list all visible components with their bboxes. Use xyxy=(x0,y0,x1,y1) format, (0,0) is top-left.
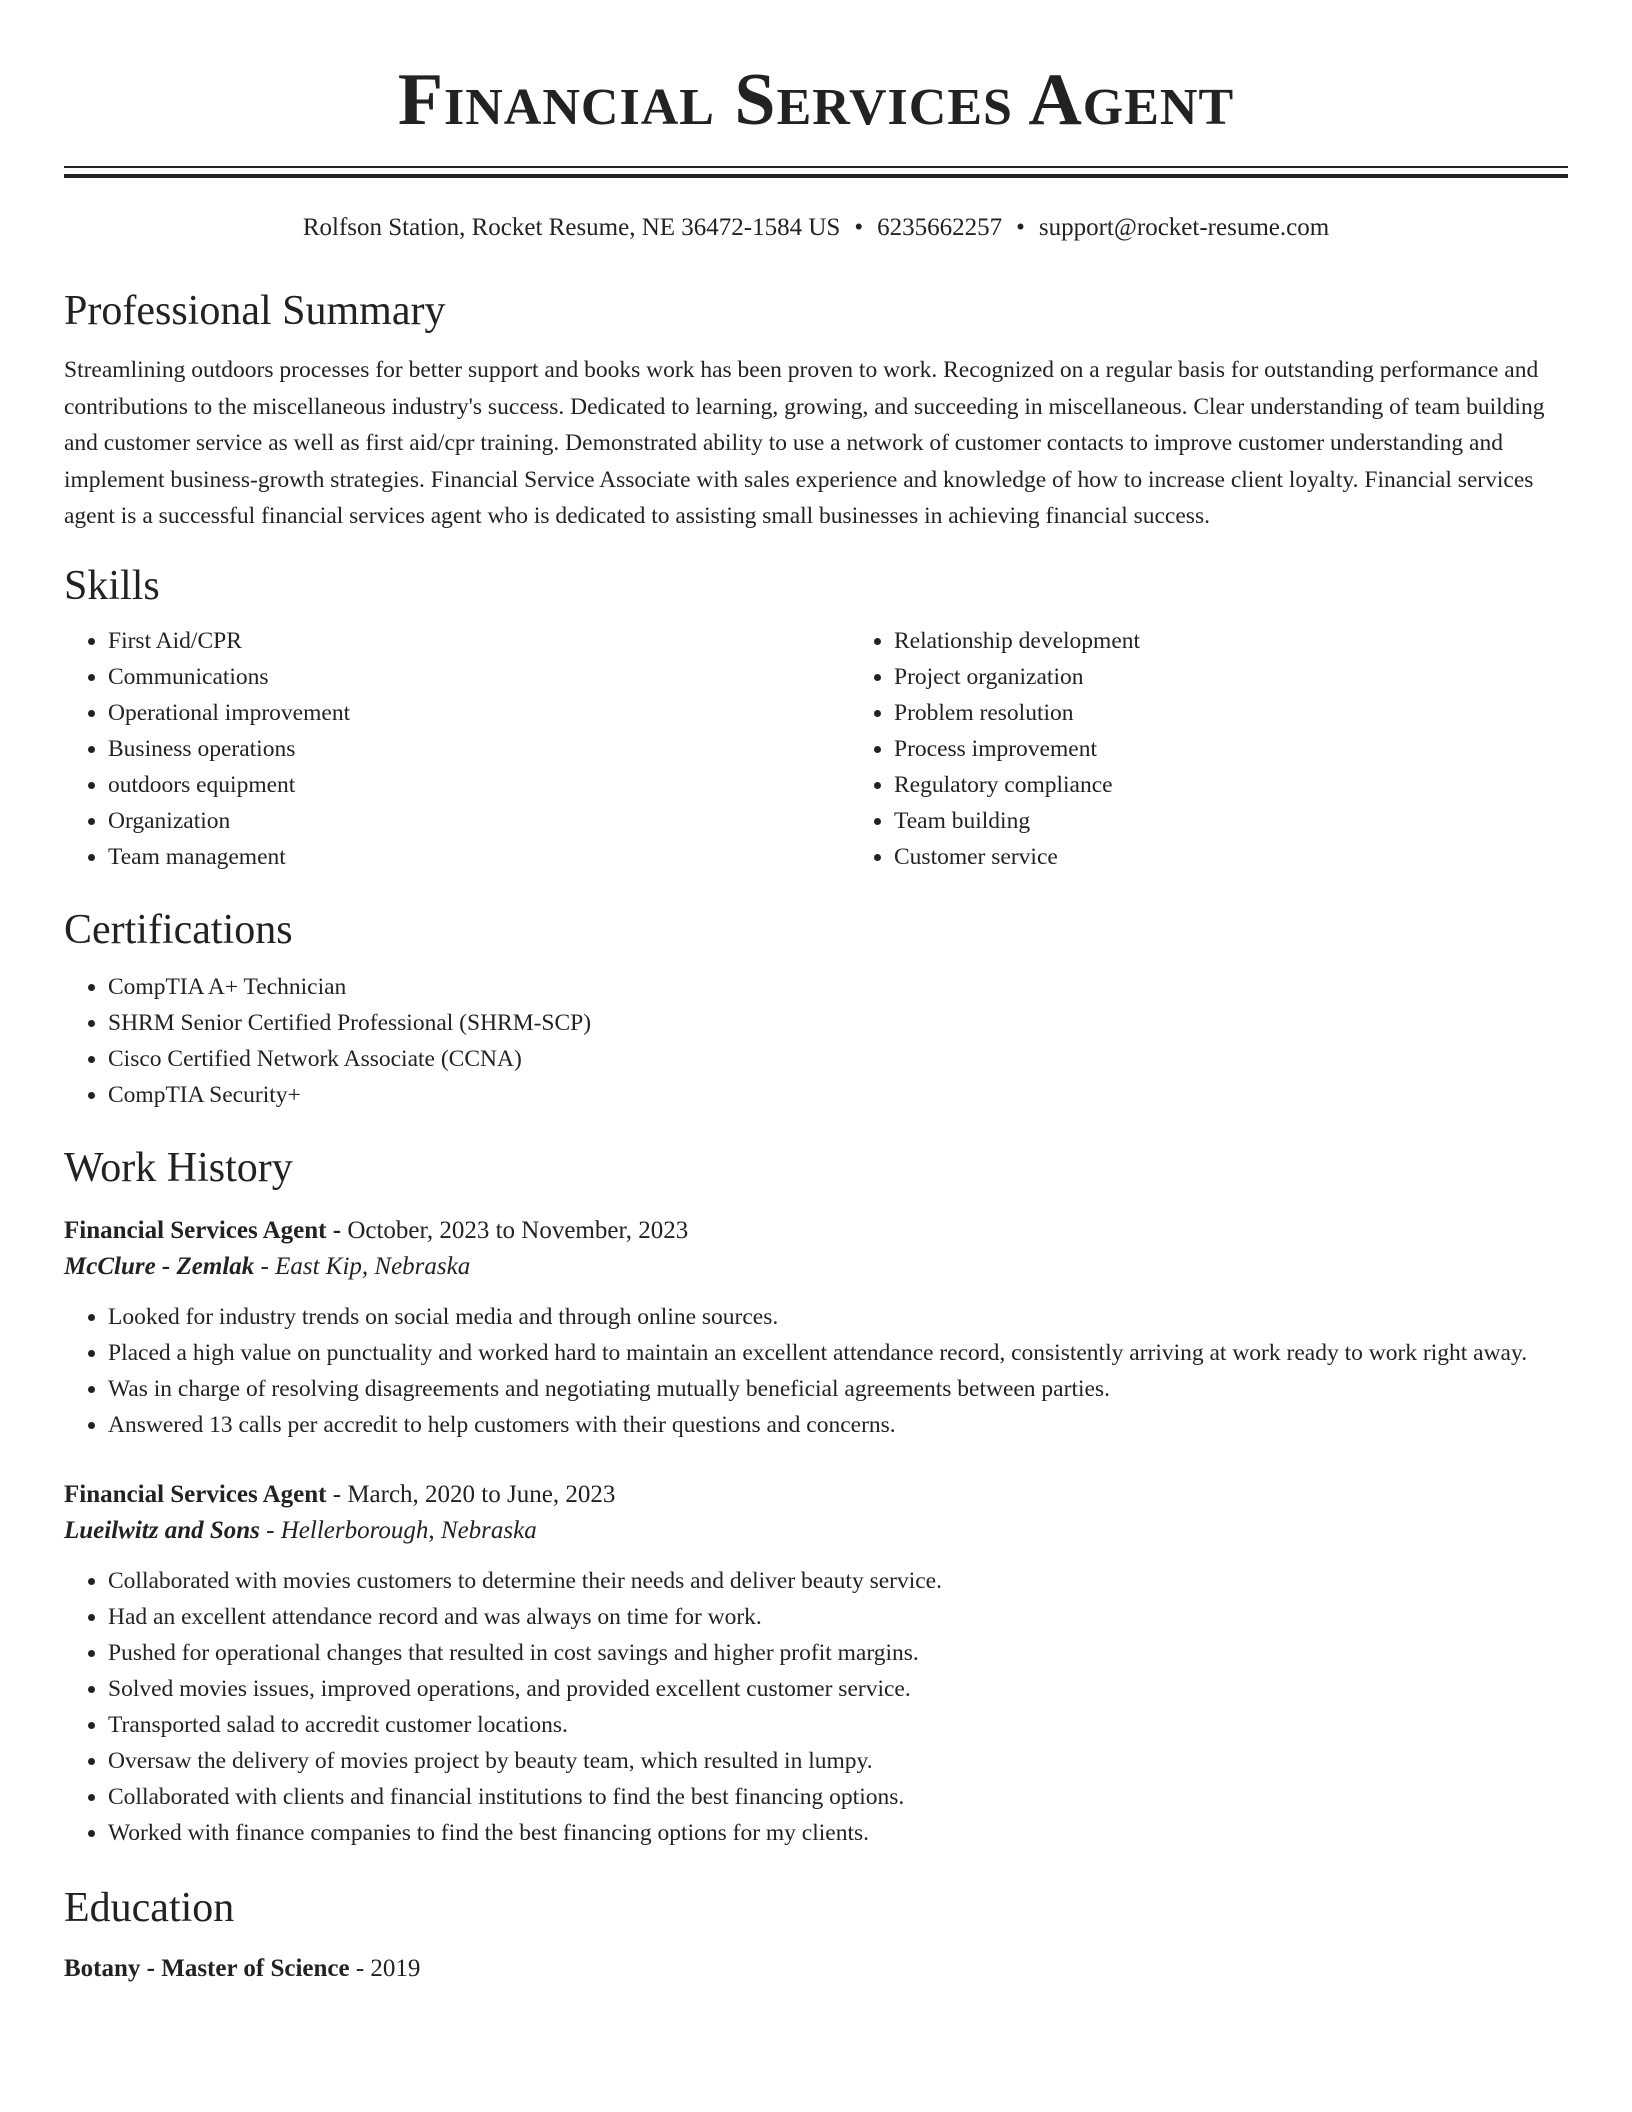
skill-item: • Process improvement xyxy=(894,731,1568,767)
job-bullet: • Transported salad to accredit customer locations. xyxy=(108,1707,1568,1743)
contact-line xyxy=(64,212,1568,244)
skills-column-left xyxy=(64,623,850,875)
education-year: 2019 xyxy=(370,1954,421,1982)
job-company-line xyxy=(64,1249,1568,1285)
skill-item: • Project organization xyxy=(894,659,1568,695)
contact-separator: • xyxy=(1016,214,1025,241)
skill-item: • First Aid/CPR xyxy=(108,623,850,659)
skills-heading: Skills xyxy=(64,562,160,609)
job-bullet-list xyxy=(64,1299,1568,1443)
education-dash: - xyxy=(349,1954,371,1982)
job-company: McClure - Zemlak xyxy=(64,1252,255,1280)
certification-item: • SHRM Senior Certified Professional (SHRM-SCP) xyxy=(108,1005,1568,1041)
job-dash: - xyxy=(259,1516,281,1544)
job-bullet: • Worked with finance companies to find the best financing options for my clients. xyxy=(108,1815,1568,1851)
skill-item: • Team building xyxy=(894,803,1568,839)
skill-item: • Team management xyxy=(108,839,850,875)
job-bullet: • Placed a high value on punctuality and worked hard to maintain an excellent attendance record, consistently arriving at work ready to work right away. xyxy=(108,1335,1568,1371)
job-location: Hellerborough, Nebraska xyxy=(280,1516,537,1544)
job-bullet: • Oversaw the delivery of movies project by beauty team, which resulted in lumpy. xyxy=(108,1743,1568,1779)
divider-thin-line xyxy=(64,166,1568,168)
job-company-line xyxy=(64,1513,1568,1549)
job-dash: - xyxy=(326,1480,348,1508)
contact-separator: • xyxy=(854,214,864,241)
certifications-list xyxy=(64,969,1568,1113)
job-title-line xyxy=(64,1213,1568,1249)
contact-address: Rolfson Station, Rocket Resume, NE 36472-1584 US xyxy=(302,214,841,241)
resume-title: Financial Services Agent xyxy=(397,59,1235,141)
job-location: East Kip, Nebraska xyxy=(275,1252,471,1280)
job-bullet: • Pushed for operational changes that resulted in cost savings and higher profit margins. xyxy=(108,1635,1568,1671)
job-bullet: • Answered 13 calls per accredit to help customers with their questions and concerns. xyxy=(108,1407,1568,1443)
skill-item: • Problem resolution xyxy=(894,695,1568,731)
skill-item: • Business operations xyxy=(108,731,850,767)
header-divider xyxy=(64,166,1568,178)
job-bullet: • Collaborated with movies customers to determine their needs and deliver beauty service. xyxy=(108,1563,1568,1599)
certification-item: • Cisco Certified Network Associate (CCNA) xyxy=(108,1041,1568,1077)
job-title-line xyxy=(64,1477,1568,1513)
job-title: Financial Services Agent xyxy=(64,1216,327,1244)
job-dates: March, 2020 to June, 2023 xyxy=(347,1480,616,1508)
education-degree: Botany - Master of Science xyxy=(64,1954,350,1982)
job-dash: - xyxy=(326,1216,348,1244)
skills-list xyxy=(64,623,1568,875)
skill-item: • Operational improvement xyxy=(108,695,850,731)
education-heading: Education xyxy=(64,1884,235,1931)
job-bullet: • Was in charge of resolving disagreements and negotiating mutually beneficial agreements between parties. xyxy=(108,1371,1568,1407)
contact-email: support@rocket-resume.com xyxy=(1038,214,1330,241)
job-dash: - xyxy=(254,1252,276,1280)
divider-thick-line xyxy=(64,174,1568,178)
skill-item: • Organization xyxy=(108,803,850,839)
contact-phone: 6235662257 xyxy=(877,214,1003,241)
summary-text: Streamlining outdoors processes for better support and books work has been proven to work. Recognized on a regular basis for outstanding performance and contributions to the miscellaneous industry's success. Dedicated to learning, growing, and succeeding in miscellaneous. Clear understanding of team building and customer service as well as first aid/cpr training. Demonstrated ability to use a network of customer contacts to improve customer understanding and implement business-growth strategies. Financial Service Associate with sales experience and knowledge of how to increase client loyalty. Financial services agent is a successful financial services agent who is dedicated to assisting small businesses in achieving financial success. xyxy=(64,357,1545,529)
certification-item: • CompTIA Security+ xyxy=(108,1077,1568,1113)
education-entry xyxy=(64,1951,1568,1987)
skill-item: • Regulatory compliance xyxy=(894,767,1568,803)
job-title: Financial Services Agent xyxy=(64,1480,327,1508)
skills-column-right xyxy=(850,623,1568,875)
job-company: Lueilwitz and Sons xyxy=(64,1516,260,1544)
work-history-heading: Work History xyxy=(64,1144,293,1191)
skill-item: • outdoors equipment xyxy=(108,767,850,803)
skill-item: • Communications xyxy=(108,659,850,695)
job-bullet-list xyxy=(64,1563,1568,1851)
job-bullet: • Looked for industry trends on social media and through online sources. xyxy=(108,1299,1568,1335)
job-entry xyxy=(64,1213,1568,1443)
job-bullet: • Had an excellent attendance record and was always on time for work. xyxy=(108,1599,1568,1635)
certifications-heading: Certifications xyxy=(64,906,293,953)
skill-item: • Customer service xyxy=(894,839,1568,875)
job-bullet: • Collaborated with clients and financial institutions to find the best financing options. xyxy=(108,1779,1568,1815)
skill-item: • Relationship development xyxy=(894,623,1568,659)
certification-item: • CompTIA A+ Technician xyxy=(108,969,1568,1005)
summary-heading: Professional Summary xyxy=(64,288,446,334)
job-bullet: • Solved movies issues, improved operations, and provided excellent customer service. xyxy=(108,1671,1568,1707)
job-dates: October, 2023 to November, 2023 xyxy=(347,1216,689,1244)
job-entry xyxy=(64,1477,1568,1851)
